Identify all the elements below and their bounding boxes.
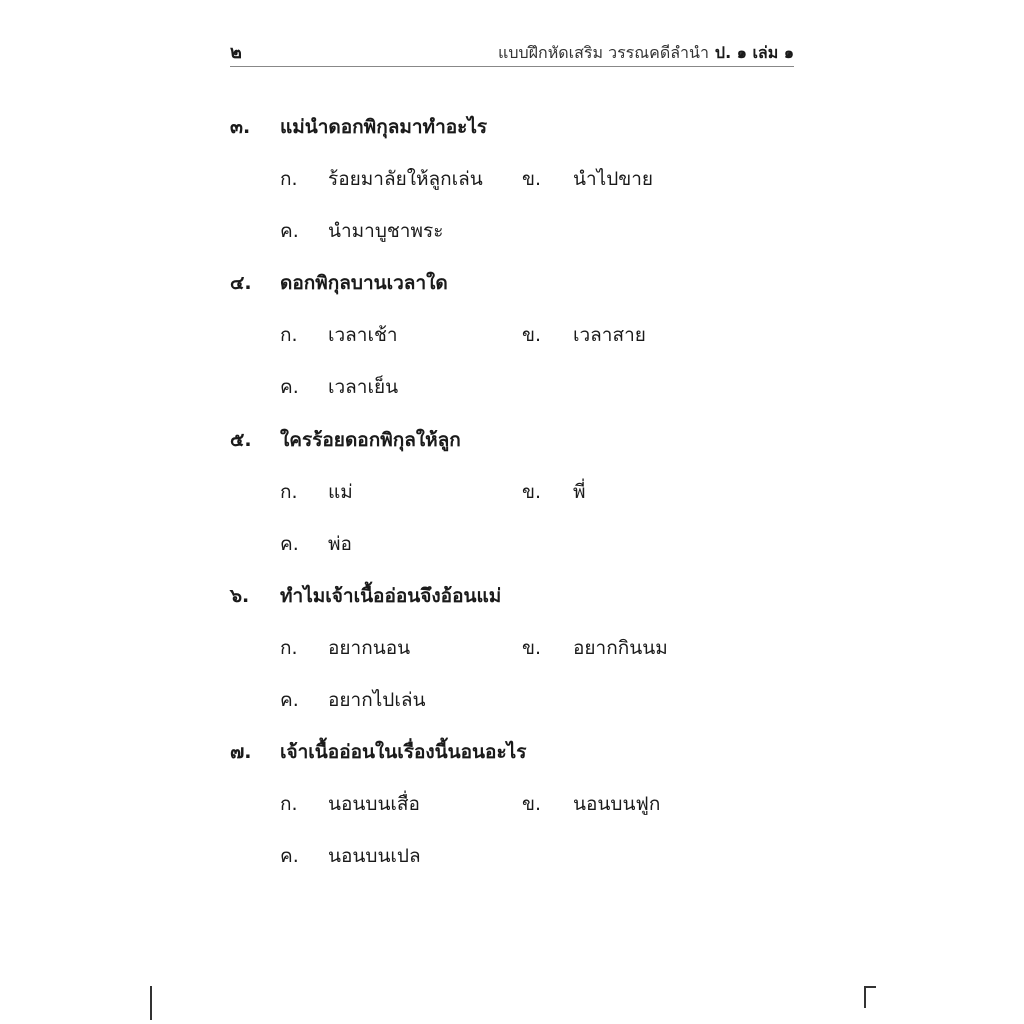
crop-mark-right-horizontal: [864, 986, 876, 988]
option-text-a: แม่: [328, 481, 353, 503]
crop-mark-right: [864, 986, 866, 1008]
option-text-a: เวลาเช้า: [328, 324, 398, 346]
question-number: ๖.: [230, 585, 250, 607]
option-label-a: ก.: [280, 793, 298, 815]
option-text-c: อยากไปเล่น: [328, 689, 426, 711]
option-label-c: ค.: [280, 845, 299, 867]
option-text-b: นำไปขาย: [573, 168, 654, 190]
option-text-c: พ่อ: [328, 533, 352, 555]
question-number: ๕.: [230, 429, 252, 451]
option-text-c: เวลาเย็น: [328, 376, 399, 398]
question-4: [230, 270, 794, 420]
question-text: ทำไมเจ้าเนื้ออ่อนจึงอ้อนแม่: [280, 585, 502, 607]
option-label-b: ข.: [522, 324, 542, 346]
option-label-b: ข.: [522, 637, 542, 659]
option-text-a: นอนบนเสื่อ: [328, 793, 420, 815]
option-label-c: ค.: [280, 220, 299, 242]
question-number: ๔.: [230, 272, 252, 294]
option-text-b: พี่: [573, 481, 586, 503]
question-7: [230, 739, 794, 889]
question-3: [230, 114, 794, 264]
option-text-c: นอนบนเปล: [328, 845, 421, 867]
option-label-c: ค.: [280, 533, 299, 555]
option-text-b: เวลาสาย: [573, 324, 646, 346]
page-header: [230, 42, 794, 66]
crop-mark-left: [150, 986, 152, 1020]
book-title-text: แบบฝึกหัดเสริม วรรณคดีลำนำ: [498, 43, 709, 62]
option-label-b: ข.: [522, 793, 542, 815]
option-label-a: ก.: [280, 637, 298, 659]
option-text-a: ร้อยมาลัยให้ลูกเล่น: [328, 168, 483, 190]
question-5: [230, 427, 794, 577]
question-text: ดอกพิกุลบานเวลาใด: [280, 272, 448, 294]
question-text: เจ้าเนื้ออ่อนในเรื่องนี้นอนอะไร: [280, 741, 527, 763]
page-number: ๒: [230, 42, 242, 63]
question-6: [230, 583, 794, 733]
question-number: ๓.: [230, 116, 251, 138]
option-label-b: ข.: [522, 168, 542, 190]
question-number: ๗.: [230, 741, 252, 763]
header-divider: [230, 66, 794, 67]
option-label-a: ก.: [280, 168, 298, 190]
option-text-b: อยากกินนม: [573, 637, 668, 659]
option-label-a: ก.: [280, 481, 298, 503]
option-label-a: ก.: [280, 324, 298, 346]
book-level: ป. ๑ เล่ม ๑: [714, 43, 794, 62]
option-text-a: อยากนอน: [328, 637, 411, 659]
option-label-c: ค.: [280, 376, 299, 398]
book-title: [498, 42, 794, 64]
option-text-c: นำมาบูชาพระ: [328, 220, 444, 242]
question-text: แม่นำดอกพิกุลมาทำอะไร: [280, 116, 488, 138]
option-label-c: ค.: [280, 689, 299, 711]
question-text: ใครร้อยดอกพิกุลให้ลูก: [280, 429, 461, 451]
option-label-b: ข.: [522, 481, 542, 503]
option-text-b: นอนบนฟูก: [573, 793, 661, 815]
